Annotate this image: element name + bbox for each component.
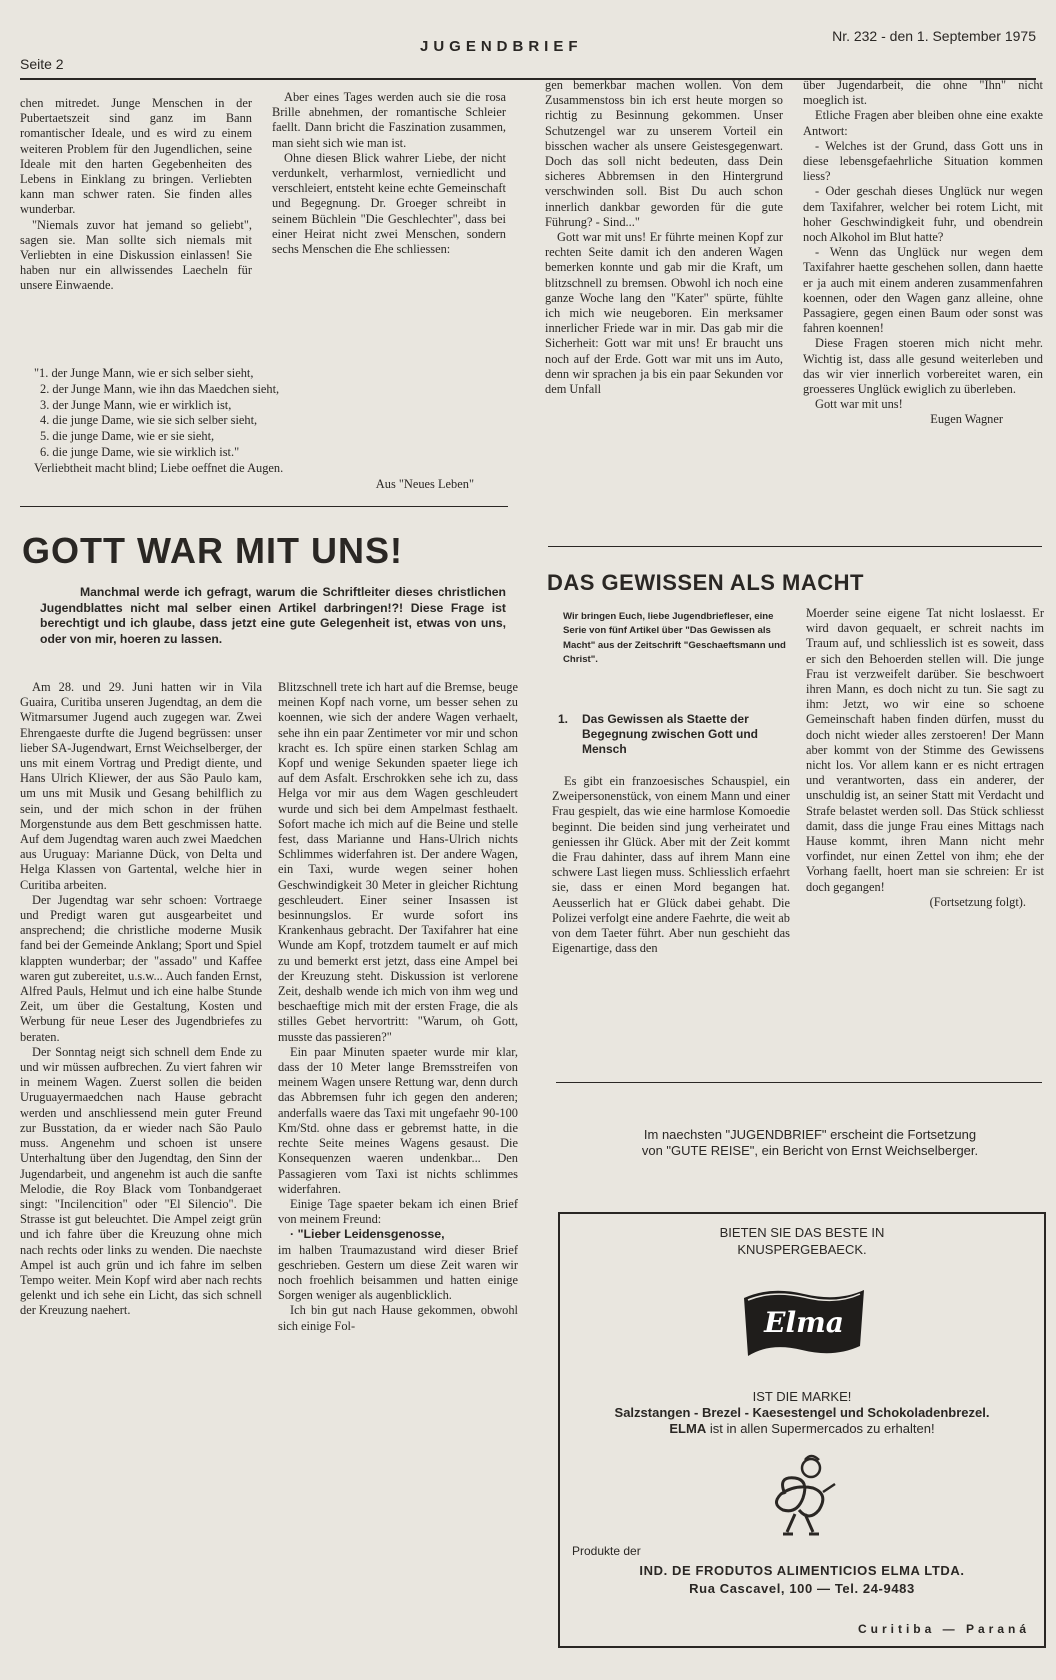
paragraph: - Oder geschah dieses Unglück nur wegen dem Taxifahrer, welcher bei rotem Licht, mit hoher Geschwindigkeit fuhr, und obendrein noch Alkohol im Blut hatte? — [803, 184, 1043, 245]
paragraph: Gott war mit uns! Er führte meinen Kopf zur rechten Seite damit ich den anderen Wagen bemerken konnte und gab mir die Kraft, um blitzschnell zu bremsen. Obwohl ich noch eine ganze Woche lang den "Kater" spürte, fühlte ich mich wie neugeboren. Ein merksamer innerlicher Friede war in mir. Das gab mir die Sicherheit: Gott war mit uns! Er braucht uns noch auf der Erde. Gott war mit uns im Auto, denn wir sprachen ja bis ein paar Sekunden vor dem Unfall — [545, 230, 783, 397]
ad-tagline-line: KNUSPERGEBAECK. — [737, 1242, 867, 1257]
quote-line: 5. die junge Dame, wie er sie sieht, — [40, 429, 215, 444]
section-rule — [20, 506, 508, 507]
article2-column-2 — [806, 606, 1044, 910]
paragraph: - Welches ist der Grund, dass Gott uns in diese lebensgefaehrliche Situation kommen liess? — [803, 138, 1043, 184]
ad-availability — [560, 1421, 1044, 1437]
paragraph: gen bemerkbar machen wollen. Von dem Zusammenstoss bin ich erst heute morgen so richtig zu Besinnung gekommen. Unser Schutzengel war zu unserem Vorteil ein bisschen wacher als unsere Geistesgegenwart. Doch das soll nicht bedeuten, dass Dein sicheres Abbremsen in den Hintergrund verschwinden soll. Bist Du auch schon innerlich dankbar geworden für die gute Führung? - Sind..." — [545, 78, 783, 229]
quote-line: 3. der Junge Mann, wie er wirklich ist, — [40, 397, 232, 412]
paragraph: Am 28. und 29. Juni hatten wir in Vila Guaira, Curitiba unseren Jugendtag, an dem die Witmarsumer Jugend auch zugegen war. Zwei Ehrengaeste durfte die Jugend begrüssen: unser lieber SA-Jugendwart, Ernst Weichselberger, der uns mit einem Vortrag und Predigt diente, und Hans Ulrich Kliewer, der aus São Paulo kam, um uns mit Musik und Gesang behilflich zu sein, und der mich schon in der frühen Morgenstunde aus dem Bett geschmissen hatte. Auf dem Jugendtag waren auch zwei Maedchen aus Uruguay: Marianne Dück, von Delta und Helga Klassen von Gartental, welche hier in Curitiba arbeiten. — [20, 680, 262, 892]
paragraph: Blitzschnell trete ich hart auf die Bremse, beuge meinen Kopf nach vorne, um besser sehen zu koennen, wie sich der andere Wagen verhaelt, sehe ihn ein paar Zentimeter vor mir und schon kracht es. Ich spüre einen starken Schlag am Kopf und wenige Sekunden spaeter liege ich auf dem Asfalt. Erschrokken sehe ich zu, dass Helga vor mir aus dem Wagen geschleudert wurde und sich bei dem Ampelmast festhaelt. Sofort mache ich mich auf die Beine und stelle fest, dass Marianne und Hans-Ulrich nichts Schlimmes widerfahren ist. Der andere Wagen, ein Taxi, wurde wegen seiner hohen Geschwindigkeit 30 Meter in gleicher Richtung geschleudert. Einer seiner Insassen ist besinnungslos. Er wurde sofort ins Krankenhaus gebracht. Der Taxifahrer hat eine Wunde am Kopf, trotzdem taumelt er auf mich zu und bemerkt erst jetzt, dass eine Ampel bei der Kreuzung steht. Diskussion ist verlorene Zeit, deshalb wende ich mich von ihm weg und beschaeftige mich mit der ersten Frage, die als stilles Gebet hervortritt: "Warum, oh Gott, musste das passieren?" — [278, 680, 518, 1044]
ad-body — [560, 1389, 1044, 1437]
paragraph: Der Jugendtag war sehr schoen: Vortraege und Predigt waren gut ausgearbeitet und ansprechend; die christliche moderne Musik fand bei der Gemeinde Anklang; Sport und Spiel klappten wunderbar; der "assado" und Kaffee waren gut zubereitet, u.s.w... Auch fanden Ernst, Alfred Pauls, Helmut und ich eine halbe Stunde Zeit, um über die Gestaltung, Kosten und Werbung für neue Leser des Jugendbriefes zu beraten. — [20, 892, 262, 1044]
quote-line: 2. der Junge Mann, wie ihn das Maedchen sieht, — [40, 381, 280, 396]
paragraph: Einige Tage spaeter bekam ich einen Brief von meinem Freund: — [278, 1196, 518, 1227]
paragraph: Der Sonntag neigt sich schnell dem Ende zu und wir müssen aufbrechen. Zu viert fahren wir in meinem Wagen. Zuerst sollen die beiden Uruguayermaedchen nach Hause gebracht werden und anschliessend mein guter Freund zur Busstation, da er wieder nach São Paulo muss. Angenehm und schoen ist unsere Unterhaltung über den Jugendtag, den Sinn der Jugendarbeit, und angenehm ist auch die sanfte Melodie, die Roy Black vom Tonbandgeraet singt: "Incilencition" oder "El Silencio". Die Strasse ist gut beleuchtet. Die Ampel zeigt grün und ich fahre über die Kreuzung ohne mich nach rechts oder links zu wenden. Die naechste Ampel ist auch grün und ich fahre im selben Tempo weiter. Mein Kopf wird aber nach rechts gelenkt und ich sehe ein Licht, das sich schnell der Kreuzung naehert. — [20, 1044, 262, 1318]
ad-tagline — [560, 1224, 1044, 1258]
quote-line: Verliebtheit macht blind; Liebe oeffnet die Augen. — [34, 460, 284, 475]
article2-lead: Wir bringen Euch, liebe Jugendbriefleser, eine Serie von fünf Artikel über "Das Gewissen als Macht" aus der Zeitschrift "Geschaeftsmann und Christ". — [563, 611, 786, 665]
elma-flag-icon — [740, 1284, 868, 1362]
paragraph: Ein paar Minuten spaeter wurde mir klar, dass der 10 Meter lange Bremsstreifen von meinem Wagen unsere Rettung war, denn durch das Abbremsen fuhr ich gegen den anderen; anderfalls waere das Taxi mit ungefaehr 90-100 Km/Std. ohne dass er gebremst hatte, in die rechte Seite meines Wagens gesaust. Die Konsequenzen waeren undenkbar... Den Passagieren vom Taxi ist nichts schlimmes widerfahren. — [278, 1044, 518, 1196]
continued-note: (Fortsetzung folgt). — [929, 894, 1026, 909]
top-column-3 — [545, 78, 783, 397]
subhead-number: 1. — [558, 712, 569, 726]
ad-tagline-line: BIETEN SIE DAS BESTE IN — [719, 1225, 885, 1240]
paragraph: Ich bin gut nach Hause gekommen, obwohl sich einige Fol- — [278, 1303, 518, 1333]
pretzel-mascot-icon — [765, 1454, 841, 1543]
top-column-4 — [803, 78, 1043, 428]
ad-slogan: IST DIE MARKE! — [752, 1389, 852, 1404]
page-number: Seite 2 — [20, 56, 64, 72]
quote-line: 4. die junge Dame, wie sie sich selber sieht, — [40, 413, 258, 428]
paragraph: "Niemals zuvor hat jemand so geliebt", sagen sie. Man sollte sich niemals mit Verliebten in eine Diskussion einlassen! Sie haben nur ein allwissendes Laecheln für unsere Einwaende. — [20, 217, 252, 293]
letter-opening: · "Lieber Leidensgenosse, — [290, 1227, 445, 1242]
elma-logo — [740, 1284, 868, 1367]
ad-address: Rua Cascavel, 100 — Tel. 24-9483 — [689, 1581, 915, 1596]
top-column-2 — [272, 90, 506, 257]
paragraph: Etliche Fragen aber bleiben ohne eine exakte Antwort: — [803, 108, 1043, 138]
ad-firm-name: IND. DE FRODUTOS ALIMENTICIOS ELMA LTDA. — [639, 1563, 965, 1578]
article2-subhead — [558, 712, 798, 757]
elma-brand-text: Elma — [764, 1306, 844, 1339]
paragraph: Moerder seine eigene Tat nicht loslaesst. Er wird davon gequaelt, er schreit nachts im Traum auf, und schliesslich ist es soweit, dass er sich den Behoerden stellen will. Die junge Frau ist verzweifelt darüber. Sie beschwoert ihren Mann, es doch nicht zu tun. Sie sagt zu ihm: Jetzt, wo wir eine so schoene Gemeinschaft haben finden dürfen, musst du doch nicht wieder alles zerstoeren! Der Mann aber kommt von der Stimme des Gewissens nicht los. Vor allem kann er es nicht ertragen und verantworten, dass ein anderer, der unschuldig ist, an seiner Statt mit Verdacht und Strafe belastet werden soll. Das Stück schliesst damit, dass die junge Frau eines Mittags nach Hause kommt, ihren Mann nicht mehr vorfindet, nur einen Zettel von ihm; ehe der Vorhang faellt, hoert man sie schreien: Er ist doch gegangen! — [806, 606, 1044, 894]
elma-advertisement — [558, 1212, 1046, 1648]
section-rule — [556, 1082, 1042, 1083]
ad-city: Curitiba — Paraná — [857, 1622, 1030, 1636]
ad-availability-text: ist in allen Supermercados zu erhalten! — [709, 1421, 935, 1436]
notice-line: Im naechsten "JUGENDBRIEF" erscheint die Fortsetzung — [643, 1127, 977, 1142]
ad-firm — [560, 1562, 1044, 1598]
paragraph: über Jugendarbeit, die ohne "Ihn" nicht moeglich ist. — [803, 78, 1043, 108]
section-rule — [548, 546, 1042, 547]
ad-availability-brand: ELMA — [669, 1421, 707, 1436]
issue-date: Nr. 232 - den 1. September 1975 — [832, 28, 1036, 44]
paragraph: im halben Traumazustand wird dieser Brief geschrieben. Gestern um diese Zeit waren wir noch froehlich beisammen und hatten einige Sorgen weniger als augenblicklich. — [278, 1242, 518, 1303]
subhead-text: Das Gewissen als Staette der Begegnung zwischen Gott und Mensch — [582, 712, 758, 756]
article1-column-2 — [278, 680, 518, 1334]
quote-line: 6. die junge Dame, wie sie wirklich ist." — [40, 444, 240, 459]
paragraph: Diese Fragen stoeren mich nicht mehr. Wichtig ist, dass alle gesund weiterleben und das wir vier innerlich vorbereitet waren, ein groesseres Unglück ewiglich zu überleben. — [803, 336, 1043, 397]
article2-column-1 — [552, 774, 790, 956]
paragraph: Ohne diesen Blick wahrer Liebe, der nicht verdunkelt, verharmlost, verniedlicht und verschleiert, entsteht keine echte Gemeinschaft und Begegnung. Dr. Groeger schreibt in seinem Büchlein "Die Geschlechter", dass bei einer Heirat nicht zwei Menschen, sondern sechs Menschen die Ehe schliessen: — [272, 150, 506, 257]
paragraph: Es gibt ein franzoesisches Schauspiel, ein Zweipersonenstück, von einem Mann und einer Frau gespielt, das wie eine harmlose Komoedie beginnt. Die beiden sind jung verheiratet und geniessen ihr Glück. Aber mit der Zeit kommt die Frau dahinter, dass auf ihrem Mann eine schwere Last liegen muss. Schliesslich erfaehrt sie, dass er einen Mord begangen hat. Aeusserlich hat er Glück dabei gehabt. Die Polizei verfolgt eine andere Faehrte, die weit ab von dem Taeter führt. Aber nun geschieht das Eigenartige, dass den — [552, 774, 790, 956]
quotation-block — [34, 366, 494, 492]
author: Eugen Wagner — [930, 412, 1003, 427]
quote-line: "1. der Junge Mann, wie er sich selber sieht, — [34, 366, 254, 380]
article1-column-1 — [20, 680, 262, 1319]
paragraph: Gott war mit uns! — [815, 397, 903, 412]
article-lead: Manchmal werde ich gefragt, warum die Schriftleiter dieses christlichen Jugendblattes nicht mal selber einen Artikel darbringen!?! Diese Frage ist berechtigt und ich glaube, dass jetzt eine gute Gelegenheit ist, etwas von uns, oder von mir, hoeren zu lassen. — [40, 585, 506, 646]
paragraph: Aber eines Tages werden auch sie die rosa Brille abnehmen, der romantische Schleier faellt. Dann bricht die Faszination zusammen, man sieht sich wie man ist. — [272, 90, 506, 150]
ad-producer-label: Produkte der — [572, 1544, 641, 1558]
paragraph: - Wenn das Unglück nur wegen dem Taxifahrer haette geschehen sollen, dann haette er ja auch mit einem anderen zusammenfahren koennen, oder den Wagen ganz alleine, ohne Passagiere, gegen einen Baum oder sonst was fahren koennen! — [803, 245, 1043, 336]
headline-das-gewissen-als-macht: DAS GEWISSEN ALS MACHT — [547, 570, 864, 595]
top-column-1 — [20, 96, 252, 294]
headline-gott-war-mit-uns: GOTT WAR MIT UNS! — [22, 530, 403, 571]
quote-source: Aus "Neues Leben" — [375, 476, 474, 491]
paragraph: chen mitredet. Junge Menschen in der Pubertaetszeit sind ganz im Bann romantischer Ideale, und es wird zu einem weiteren Problem für den Jugendlichen, seine Ideale mit den harten Gegebenheiten des Lebens in Einklang zu bringen. Verliebten kann man schwer raten. Sie finden alles wunderbar. — [20, 96, 252, 217]
ad-products: Salzstangen - Brezel - Kaesestengel und Schokoladenbrezel. — [614, 1405, 990, 1420]
notice-line: von "GUTE REISE", ein Bericht von Ernst Weichselberger. — [641, 1143, 979, 1158]
masthead-title: JUGENDBRIEF — [420, 38, 583, 55]
next-issue-notice — [580, 1127, 1040, 1159]
